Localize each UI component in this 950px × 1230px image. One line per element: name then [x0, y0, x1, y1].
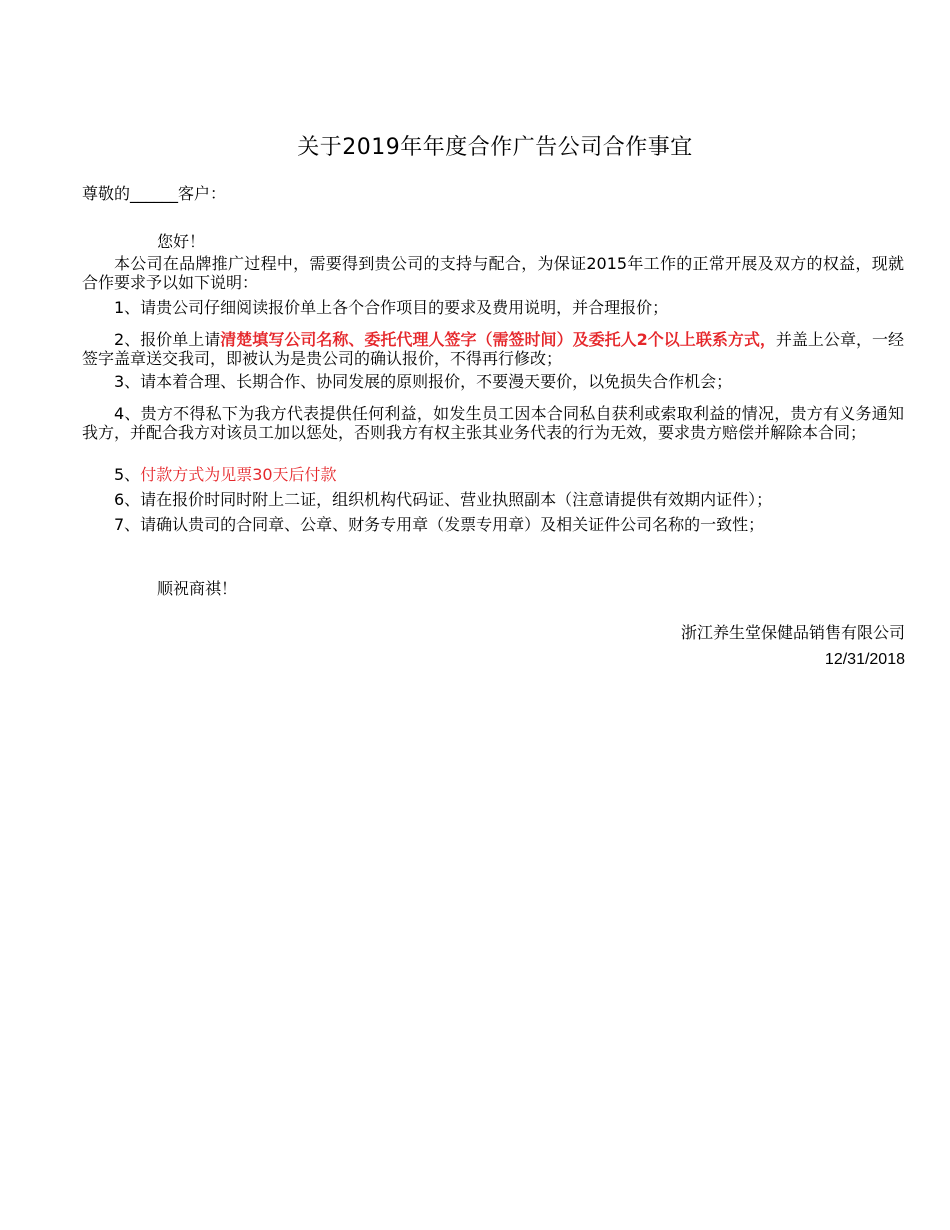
document-title: 关于2019年年度合作广告公司合作事宜 [297, 135, 693, 160]
item-6: 6、请在报价时同时附上二证，组织机构代码证、营业执照副本（注意请提供有效期内证件）； [114, 490, 773, 509]
item-3: 3、请本着合理、长期合作、协同发展的原则报价，不要漫天要价，以免损失合作机会； [114, 372, 733, 391]
intro-paragraph: 本公司在品牌推广过程中，需要得到贵公司的支持与配合，为保证2015年工作的正常开展及双方的权益，现就合作要求予以如下说明： [82, 254, 904, 292]
item-2-prefix: 2、报价单上请 [114, 330, 221, 349]
item-2-highlight: 清楚填写公司名称、委托代理人签字（需签时间）及委托人2个以上联系方式， [220, 330, 776, 349]
document-date: 12/31/2018 [824, 651, 905, 668]
item-5-highlight: 付款方式为见票30天后付款 [140, 465, 337, 484]
item-2 [82, 330, 904, 368]
item-5-prefix: 5、 [114, 465, 141, 484]
item-1: 1、请贵公司仔细阅读报价单上各个合作项目的要求及费用说明，并合理报价； [114, 298, 669, 317]
item-4: 4、贵方不得私下为我方代表提供任何利益，如发生员工因本合同私自获利或索取利益的情况，贵方有义务通知我方，并配合我方对该员工加以惩处，否则我方有权主张其业务代表的行为无效，要求贵方赔偿并解除本合同； [82, 404, 904, 442]
closing-line: 顺祝商祺！ [157, 579, 238, 598]
hello-line: 您好！ [157, 232, 206, 251]
company-name: 浙江养生堂保健品销售有限公司 [680, 623, 905, 642]
item-2-suffix: 并盖上公章，一经签字盖章送交我司，即被认为是贵公司的确认报价，不得再行修改； [82, 330, 904, 368]
item-7: 7、请确认贵司的合同章、公章、财务专用章（发票专用章）及相关证件公司名称的一致性； [114, 515, 765, 534]
item-5 [82, 465, 904, 484]
salutation: 尊敬的______客户： [82, 184, 227, 203]
